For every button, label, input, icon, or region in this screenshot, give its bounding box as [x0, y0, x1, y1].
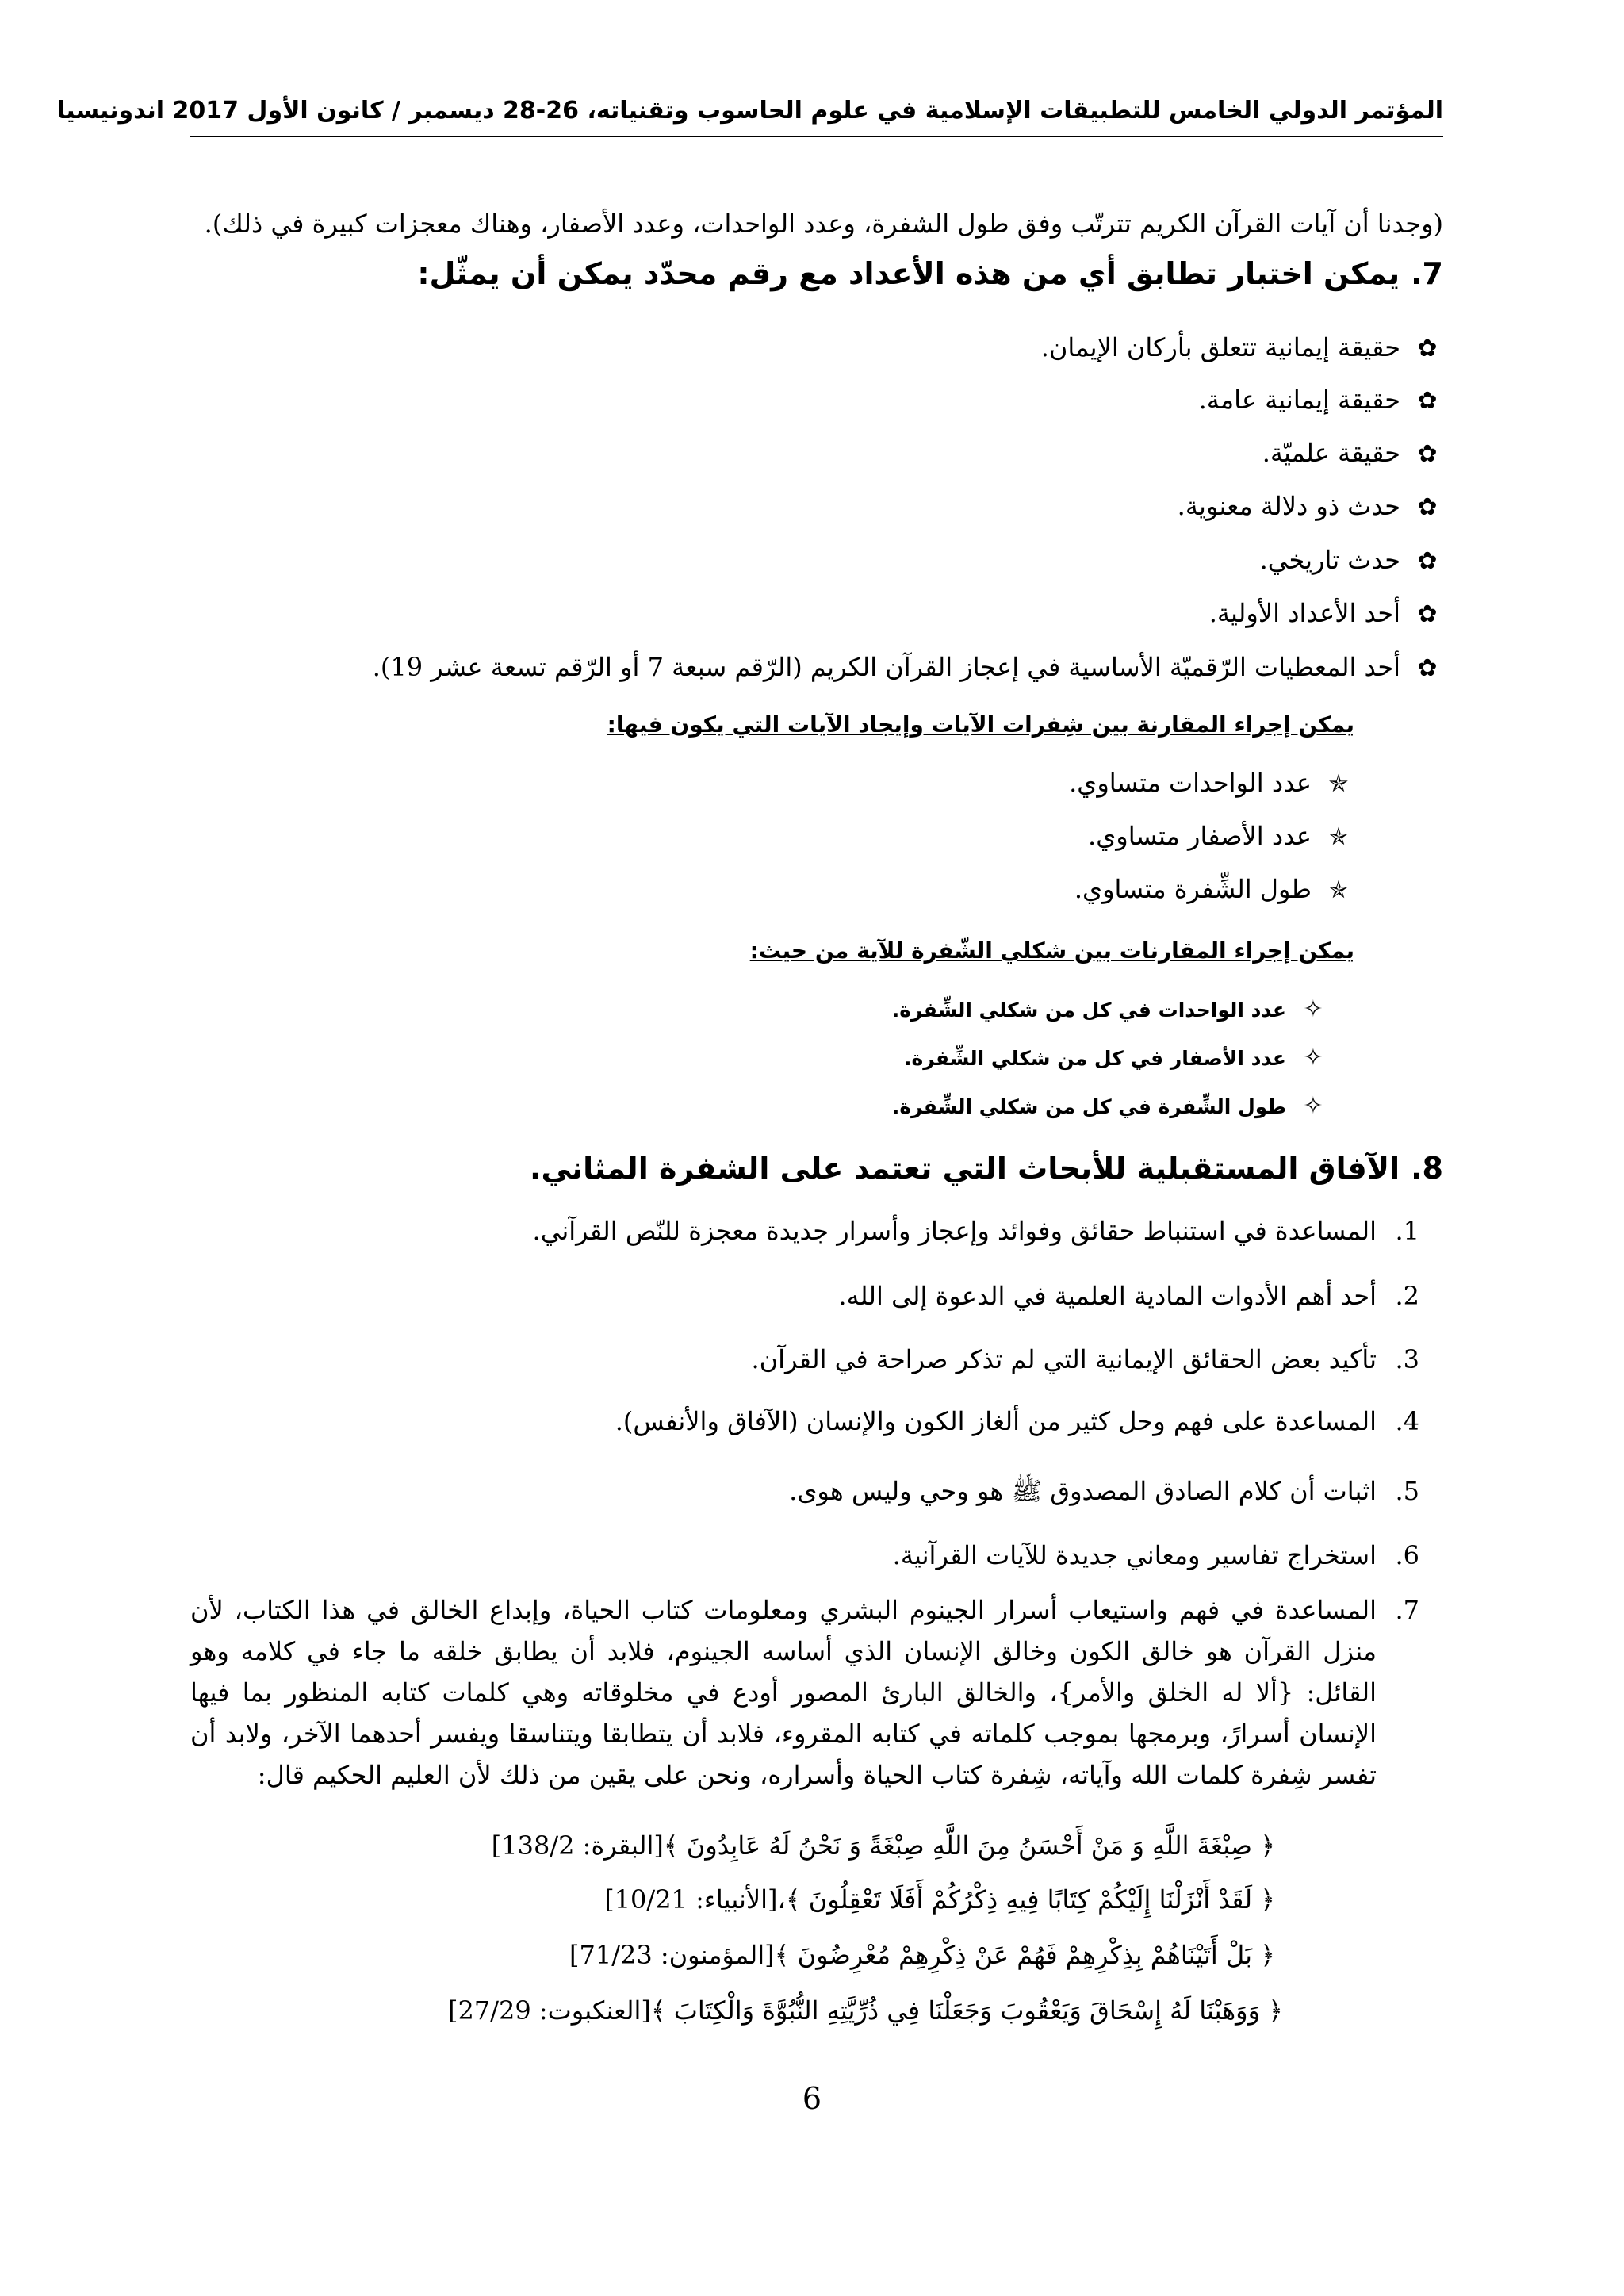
- flower-bullet-icon: ✿: [1417, 547, 1438, 575]
- item-number: 1.: [1395, 1216, 1419, 1246]
- section-7-number: 7.: [1411, 256, 1443, 291]
- flower-bullet-icon: ✿: [1417, 387, 1438, 415]
- flower-bullet-icon: ✿: [1417, 440, 1438, 468]
- quran-verse: ﴿ وَوَهَبْنَا لَهُ إِسْحَاقَ وَيَعْقُوبَ وَجَعَلْنَا فِي ذُرِّيَّتِهِ النُّبُوَّةَ وَالْكِتَابَ ﴾[العنكبوت: 27/29]: [447, 1995, 1283, 2026]
- section-8-item: [190, 1277, 1419, 1315]
- quran-verse: ﴿ صِبْغَةَ اللَّهِ وَ مَنْ أَحْسَنُ مِنَ اللَّهِ صِبْغَةً وَ نَحْنُ لَهُ عَابِدُونَ ﴾[البقرة: 138/2]: [491, 1830, 1275, 1861]
- star-bullet-icon: ✯: [1328, 876, 1349, 904]
- compare-item-text: عدد الأصفار متساوي.: [1088, 821, 1312, 851]
- item-text: تأكيد بعض الحقائق الإيمانية التي لم تذكر صراحة في القرآن.: [751, 1344, 1377, 1374]
- section-7-item: [190, 648, 1443, 688]
- star-bullet-icon: ✯: [1328, 823, 1349, 851]
- section-7-item-text: أحد المعطيات الرّقميّة الأساسية في إعجاز القرآن الكريم (الرّقم سبعة 7 أو الرّقم تسعة عشر 19).: [372, 652, 1400, 682]
- item-text: اثبات أن كلام الصادق المصدوق ﷺ هو وحي وليس هوى.: [789, 1476, 1377, 1506]
- item-number: 4.: [1395, 1406, 1419, 1436]
- compare-item: [190, 764, 1354, 803]
- forms-item-text: عدد الواحدات في كل من شكلي الشِّفرة.: [891, 999, 1286, 1022]
- intro-line: (وجدنا أن آيات القرآن الكريم تترتّب وفق طول الشفرة، وعدد الواحدات، وعدد الأصفار، وهناك معجزات كبيرة في ذلك).: [204, 209, 1443, 239]
- item-number: 5.: [1395, 1476, 1419, 1506]
- flower-bullet-icon: ✿: [1417, 493, 1438, 521]
- section-7-item: [190, 434, 1443, 473]
- header-rule: [190, 136, 1443, 137]
- forms-item: [190, 1087, 1329, 1126]
- section-8-item-long: [190, 1589, 1419, 1796]
- item-number: 7.: [1395, 1595, 1419, 1625]
- item-number: 2.: [1395, 1281, 1419, 1311]
- section-7-item-text: حدث ذو دلالة معنوية.: [1177, 491, 1400, 521]
- compare-item: [190, 817, 1354, 857]
- item-text: المساعدة في فهم واستيعاب أسرار الجينوم البشري ومعلومات كتاب الحياة، وإبداع الخالق في هذا الكتاب، لأن منزل القرآن هو خالق الكون وخالق الإنسان الذي أساسه الجينوم، فلابد أن يطابق خلقه ما جاء في كلامه وهو القائل: {ألا له الخلق والأمر}، والخالق البارئ المصور أودع في مخلوقاته وهي كلمات كتابه المنظور بما فيها الإنسان أسرارً، وبرمجها بموجب كلماته في كتابه المقروء، فلابد أن يتطابقا ويتناسقا ويفسر أحدهما الآخر، ولابد أن تفسر شِفرة كلمات الله وآياته، شِفرة كتاب الحياة وأسراره، ونحن على يقين من ذلك لأن العليم الحكيم قال:: [190, 1595, 1377, 1790]
- sparkle-bullet-icon: ✧: [1303, 1044, 1323, 1071]
- sparkle-bullet-icon: ✧: [1303, 995, 1323, 1023]
- forms-item-text: طول الشِّفرة في كل من شكلي الشِّفرة.: [891, 1095, 1286, 1118]
- page-number: 6: [802, 2081, 822, 2116]
- compare-heading: يمكن إجراء المقارنة بين شِفرات الآيات وإيجاد الآيات التي يكون فيها:: [607, 711, 1354, 738]
- section-7-item: [190, 381, 1443, 420]
- section-7-item-text: أحد الأعداد الأولية.: [1208, 598, 1400, 628]
- running-header: المؤتمر الدولي الخامس للتطبيقات الإسلامية في علوم الحاسوب وتقنياته، 26-28 ديسمبر / كانون الأول 2017 اندونيسيا: [56, 97, 1443, 125]
- flower-bullet-icon: ✿: [1417, 335, 1438, 362]
- section-7-title: يمكن اختبار تطابق أي من هذه الأعداد مع رقم محدّد يمكن أن يمثّل:: [417, 256, 1400, 291]
- sparkle-bullet-icon: ✧: [1303, 1092, 1323, 1120]
- section-8-item: [190, 1212, 1419, 1250]
- section-8-item: [190, 1402, 1419, 1440]
- item-text: المساعدة على فهم وحل كثير من ألغاز الكون والإنسان (الآفاق والأنفس).: [615, 1406, 1377, 1436]
- forms-item: [190, 991, 1329, 1029]
- section-7-item-text: حقيقة علميّة.: [1262, 438, 1400, 468]
- forms-heading: يمكن إجراء المقارنات بين شكلي الشّفرة للآية من حيث:: [749, 937, 1354, 964]
- flower-bullet-icon: ✿: [1417, 654, 1438, 682]
- compare-item: [190, 870, 1354, 910]
- forms-item: [190, 1039, 1329, 1078]
- section-8-item: [190, 1340, 1419, 1378]
- section-8-heading: [190, 1146, 1443, 1190]
- item-number: 3.: [1395, 1344, 1419, 1374]
- section-7-item-text: حقيقة إيمانية تتعلق بأركان الإيمان.: [1040, 332, 1400, 362]
- section-8-item: [190, 1472, 1419, 1510]
- quran-verse: ﴿ لَقَدْ أَنْزَلْنَا إِلَيْكُمْ كِتَابًا فِيهِ ذِكْرُكُمْ أَفَلَا تَعْقِلُونَ ﴾،[الأنبياء: 10/21]: [604, 1884, 1275, 1915]
- section-8-title: الآفاق المستقبلية للأبحاث التي تعتمد على الشفرة المثاني.: [530, 1151, 1400, 1186]
- quran-verse: ﴿ بَلْ أَتَيْنَاهُمْ بِذِكْرِهِمْ فَهُمْ عَنْ ذِكْرِهِمْ مُعْرِضُونَ ﴾[المؤمنون: 71/23]: [569, 1940, 1275, 1970]
- section-8-number: 8.: [1411, 1151, 1443, 1186]
- item-text: استخراج تفاسير ومعاني جديدة للآيات القرآنية.: [892, 1540, 1377, 1570]
- item-text: أحد أهم الأدوات المادية العلمية في الدعوة إلى الله.: [838, 1281, 1377, 1311]
- compare-item-text: عدد الواحدات متساوي.: [1069, 768, 1312, 798]
- section-7-heading: [190, 251, 1443, 296]
- section-7-item: [190, 487, 1443, 527]
- flower-bullet-icon: ✿: [1417, 600, 1438, 628]
- section-7-item: [190, 541, 1443, 581]
- section-7-item-text: حدث تاريخي.: [1259, 545, 1400, 575]
- section-7-item: [190, 594, 1443, 634]
- section-7-item-text: حقيقة إيمانية عامة.: [1198, 385, 1400, 415]
- star-bullet-icon: ✯: [1328, 770, 1349, 798]
- section-7-item: [190, 328, 1443, 368]
- item-number: 6.: [1395, 1540, 1419, 1570]
- section-8-item: [190, 1536, 1419, 1574]
- item-text: المساعدة في استنباط حقائق وفوائد وإعجاز وأسرار جديدة معجزة للنّص القرآني.: [532, 1216, 1377, 1246]
- forms-item-text: عدد الأصفار في كل من شكلي الشِّفرة.: [904, 1047, 1286, 1070]
- compare-item-text: طول الشِّفرة متساوي.: [1074, 874, 1312, 904]
